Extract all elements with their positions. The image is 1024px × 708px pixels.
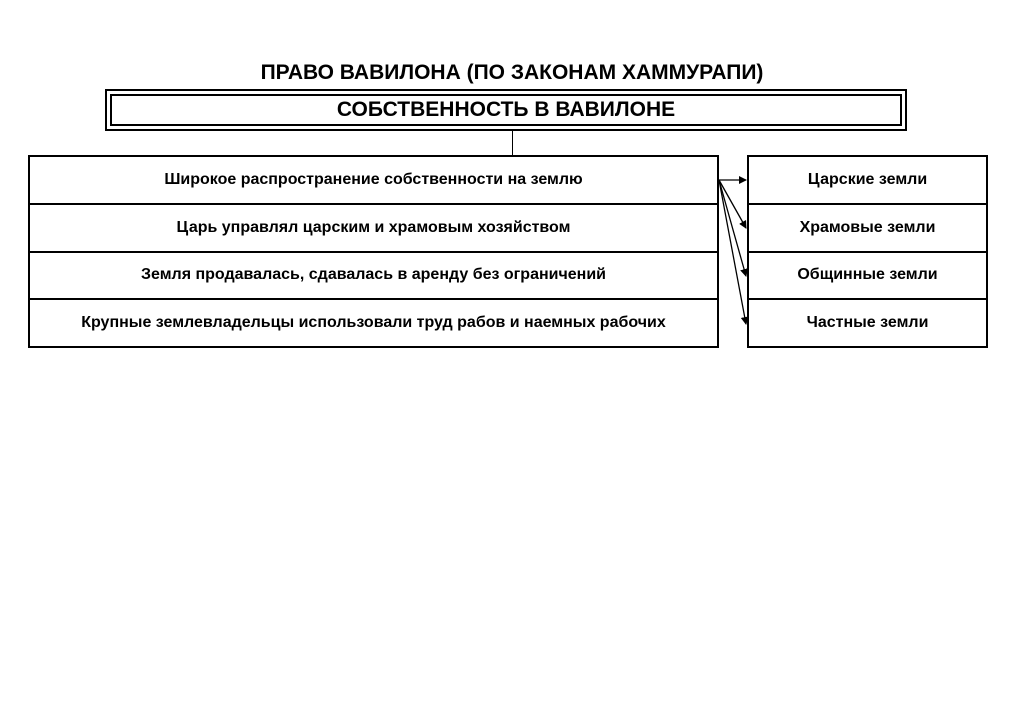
feature-row-2: Царь управлял царским и храмовым хозяйством — [30, 205, 717, 253]
arrow-to-temple-lands — [719, 180, 746, 228]
land-type-temple: Храмовые земли — [749, 205, 986, 253]
connector-line — [512, 131, 513, 156]
feature-row-1: Широкое распространение собственности на землю — [30, 157, 717, 205]
feature-row-3: Земля продавалась, сдавалась в аренду без ограничений — [30, 253, 717, 301]
features-table — [28, 155, 719, 348]
land-type-communal: Общинные земли — [749, 253, 986, 301]
subtitle-box — [105, 89, 907, 131]
land-type-royal: Царские земли — [749, 157, 986, 205]
arrow-to-private-lands — [719, 180, 746, 324]
feature-row-4: Крупные землевладельцы использовали труд рабов и наемных рабочих — [81, 314, 666, 332]
land-type-private: Частные земли — [806, 314, 929, 332]
arrow-to-communal-lands — [719, 180, 746, 276]
land-types-table — [747, 155, 988, 348]
subtitle-label: СОБСТВЕННОСТЬ В ВАВИЛОНЕ — [110, 94, 902, 126]
main-title: ПРАВО ВАВИЛОНА (ПО ЗАКОНАМ ХАММУРАПИ) — [260, 61, 764, 84]
